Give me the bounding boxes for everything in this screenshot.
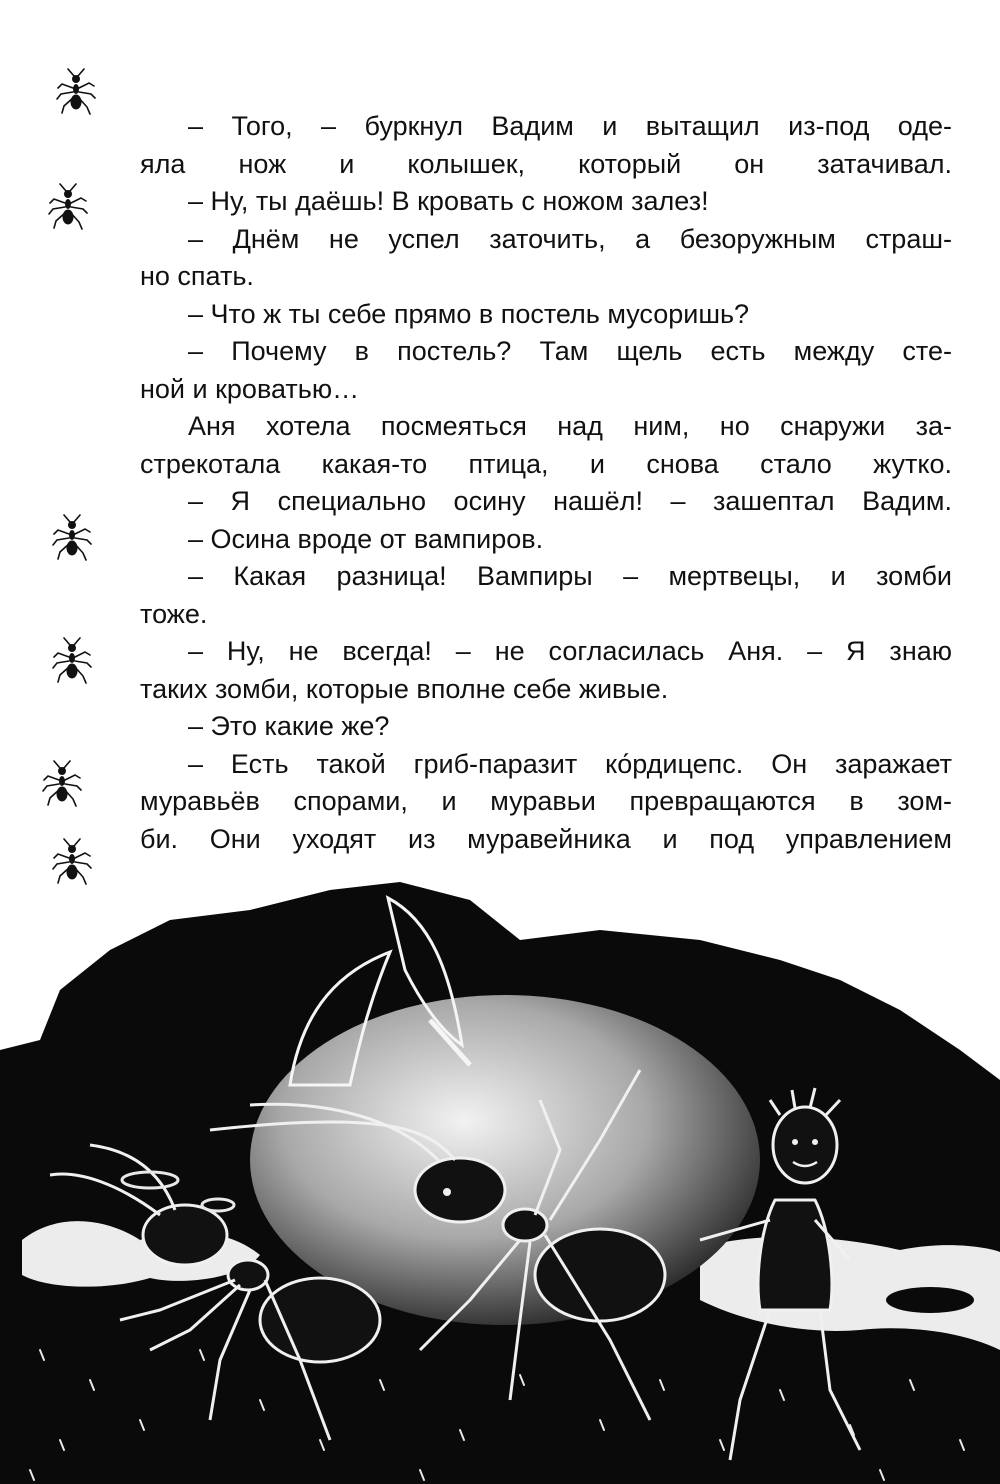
text-line: стрекотала какая-то птица, и снова стало жутко. <box>140 448 952 479</box>
text-line: – Какая разница! Вампиры – мертвецы, и зомби <box>188 561 952 591</box>
text-line: таких зомби, которые вполне себе живые. <box>140 673 669 704</box>
ant-icon <box>52 514 92 562</box>
text-line: – Почему в постель? Там щель есть между сте- <box>188 336 952 366</box>
ant-icon <box>42 760 82 808</box>
text-line: но спать. <box>140 261 254 291</box>
text-line: – Днём не успел заточить, а безоружным страш- <box>188 223 952 254</box>
text-line: би. Они уходят из муравейника и под управлением <box>140 823 952 854</box>
text-line: Аня хотела посмеяться над ним, но снаружи за- <box>188 411 952 441</box>
ant-icon <box>56 68 96 116</box>
text-line: – Я специально осину нашёл! – зашептал Вадим. <box>188 486 952 516</box>
zombie-ants-and-boy-illustration <box>0 880 1000 1484</box>
text-line: – Ну, ты даёшь! В кровать с ножом залез! <box>188 186 709 216</box>
ant-icon <box>52 637 92 685</box>
body-text <box>140 108 952 858</box>
text-line: – Что ж ты себе прямо в постель мусоришь? <box>188 298 750 329</box>
text-line: – Это какие же? <box>188 711 390 741</box>
text-line: – Ну, не всегда! – не согласилась Аня. – Я знаю <box>188 636 952 666</box>
ant-icon <box>48 183 88 231</box>
text-line: муравьёв спорами, и муравьи превращаются в зом- <box>140 786 952 816</box>
text-line: – Осина вроде от вампиров. <box>188 523 544 554</box>
text-line: ной и кроватью… <box>140 373 360 404</box>
text-line: – Того, – буркнул Вадим и вытащил из-под оде- <box>188 111 952 141</box>
text-line: яла нож и колышек, который он затачивал. <box>140 148 952 179</box>
text-line: – Есть такой гриб-паразит ко́рдицепс. Он заражает <box>188 748 952 779</box>
ant-icon <box>52 838 92 886</box>
text-line: тоже. <box>140 598 208 629</box>
